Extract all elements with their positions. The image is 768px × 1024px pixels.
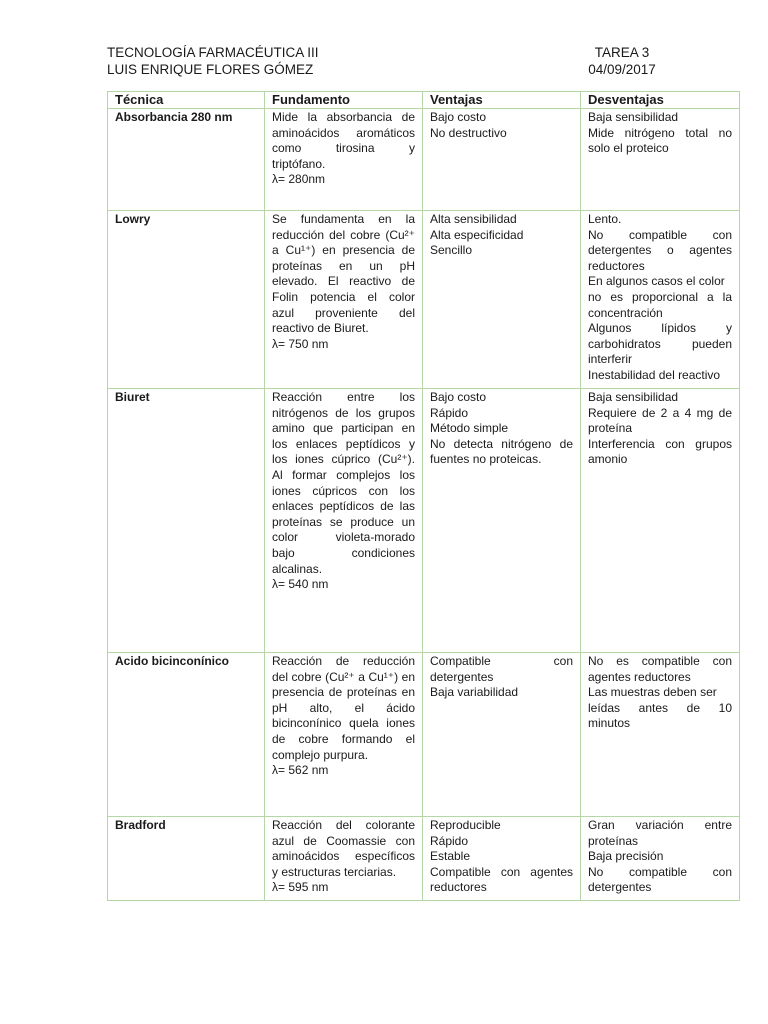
ventajas-line: Rápido bbox=[430, 833, 469, 848]
fundamento-line: triptófano. bbox=[272, 156, 326, 171]
fundamento-line: λ= 750 nm bbox=[272, 336, 329, 351]
desventajas-line: concentración bbox=[588, 305, 663, 320]
technique-cell-bradford: Bradford bbox=[108, 817, 265, 901]
desventajas-line: proteínas bbox=[588, 833, 639, 848]
fundamento-line: azul proveniente del bbox=[272, 305, 415, 320]
fundamento-line: Se fundamenta en la bbox=[272, 212, 415, 226]
table-row bbox=[108, 109, 740, 211]
fundamento-line: Folin potencia el color bbox=[272, 289, 415, 304]
fundamento-line: Mide la absorbancia de bbox=[272, 110, 415, 124]
fundamento-line: reducción del cobre (Cu²⁺ bbox=[272, 227, 415, 242]
methods-table bbox=[107, 91, 740, 901]
fundamento-line: λ= 280nm bbox=[272, 172, 326, 187]
fundamento-line: los iones cúprico (Cu²⁺). bbox=[272, 452, 415, 467]
assignment-label: TAREA 3 bbox=[594, 45, 650, 60]
fundamento-line: enlaces peptídicos de las bbox=[272, 499, 415, 514]
ventajas-cell bbox=[423, 817, 581, 901]
fundamento-line: del cobre (Cu²⁺ a Cu¹⁺) en bbox=[272, 669, 415, 684]
column-header-desventajas: Desventajas bbox=[581, 92, 740, 109]
fundamento-line: color violeta-morado bbox=[272, 530, 415, 545]
header-row-1 bbox=[107, 44, 662, 61]
fundamento-line: proteínas se produce un bbox=[272, 514, 415, 529]
desventajas-line: agentes reductores bbox=[588, 669, 691, 684]
desventajas-line: no es proporcional a la bbox=[588, 289, 732, 304]
desventajas-line: reductores bbox=[588, 258, 645, 273]
fundamento-line: elevado. El reactivo de bbox=[272, 274, 415, 289]
desventajas-line: Las muestras deben ser bbox=[588, 685, 717, 700]
desventajas-line: interferir bbox=[588, 352, 633, 367]
ventajas-line: Compatible con bbox=[430, 654, 573, 668]
desventajas-line: Lento. bbox=[588, 212, 622, 226]
technique-cell-lowry: Lowry bbox=[108, 211, 265, 389]
desventajas-line: carbohidratos pueden bbox=[588, 336, 732, 351]
fundamento-cell bbox=[265, 389, 423, 653]
desventajas-line: Mide nitrógeno total no bbox=[588, 125, 732, 140]
ventajas-line: No destructivo bbox=[430, 125, 507, 140]
desventajas-line: Inestabilidad del reactivo bbox=[588, 367, 721, 382]
technique-cell-biuret: Biuret bbox=[108, 389, 265, 653]
desventajas-line: En algunos casos el color bbox=[588, 274, 725, 289]
fundamento-line: azul de Coomassie con bbox=[272, 833, 415, 848]
desventajas-line: Baja sensibilidad bbox=[588, 110, 679, 124]
ventajas-cell bbox=[423, 211, 581, 389]
ventajas-line: fuentes no proteicas. bbox=[430, 452, 542, 467]
desventajas-line: proteína bbox=[588, 421, 633, 436]
fundamento-line: Al formar complejos los bbox=[272, 467, 415, 482]
ventajas-line: Compatible con agentes bbox=[430, 864, 573, 879]
fundamento-line: Reacción entre los bbox=[272, 390, 415, 404]
ventajas-cell bbox=[423, 653, 581, 817]
column-header-tecnica: Técnica bbox=[108, 92, 265, 109]
fundamento-line: Reacción de reducción bbox=[272, 654, 415, 668]
table-body bbox=[108, 109, 740, 901]
desventajas-line: leídas antes de 10 bbox=[588, 700, 732, 715]
fundamento-cell bbox=[265, 653, 423, 817]
ventajas-line: No detecta nitrógeno de bbox=[430, 436, 573, 451]
fundamento-cell bbox=[265, 211, 423, 389]
fundamento-line: proteínas en un pH bbox=[272, 258, 415, 273]
desventajas-line: minutos bbox=[588, 716, 631, 731]
ventajas-line: reductores bbox=[430, 880, 487, 895]
fundamento-cell bbox=[265, 109, 423, 211]
desventajas-cell bbox=[581, 817, 740, 901]
ventajas-line: Bajo costo bbox=[430, 390, 487, 404]
desventajas-line: detergentes o agentes bbox=[588, 243, 732, 258]
ventajas-line: Baja variabilidad bbox=[430, 685, 519, 700]
fundamento-line: λ= 562 nm bbox=[272, 763, 329, 778]
ventajas-cell bbox=[423, 109, 581, 211]
desventajas-line: Baja precisión bbox=[588, 849, 664, 864]
fundamento-line: los enlaces peptídicos y bbox=[272, 436, 415, 451]
desventajas-line: amonio bbox=[588, 452, 628, 467]
ventajas-line: Reproducible bbox=[430, 818, 501, 832]
author-name: LUIS ENRIQUE FLORES GÓMEZ bbox=[107, 62, 314, 77]
fundamento-line: nitrógenos de los grupos bbox=[272, 405, 415, 420]
fundamento-line: pH alto, el ácido bbox=[272, 700, 415, 715]
ventajas-line: Alta especificidad bbox=[430, 227, 524, 242]
table-row bbox=[108, 653, 740, 817]
fundamento-line: amino que participan en bbox=[272, 421, 415, 436]
desventajas-cell bbox=[581, 211, 740, 389]
desventajas-cell bbox=[581, 389, 740, 653]
ventajas-line: Alta sensibilidad bbox=[430, 212, 517, 226]
column-header-fundamento: Fundamento bbox=[265, 92, 423, 109]
column-header-ventajas: Ventajas bbox=[423, 92, 581, 109]
table-row bbox=[108, 389, 740, 653]
technique-cell-bca: Acido bicinconínico bbox=[108, 653, 265, 817]
fundamento-line: bajo condiciones bbox=[272, 545, 415, 560]
ventajas-line: Método simple bbox=[430, 421, 509, 436]
fundamento-line: de cobre formando el bbox=[272, 731, 415, 746]
fundamento-cell bbox=[265, 817, 423, 901]
fundamento-line: λ= 595 nm bbox=[272, 880, 329, 895]
ventajas-line: detergentes bbox=[430, 669, 494, 684]
fundamento-line: y estructuras terciarias. bbox=[272, 864, 397, 879]
ventajas-line: Bajo costo bbox=[430, 110, 487, 124]
document-header bbox=[107, 44, 662, 78]
fundamento-line: iones cúpricos con los bbox=[272, 483, 415, 498]
fundamento-line: aminoácidos aromáticos bbox=[272, 125, 415, 140]
fundamento-line: bicinconínico quela iones bbox=[272, 716, 415, 731]
fundamento-line: a Cu¹⁺) en presencia de bbox=[272, 243, 415, 258]
fundamento-line: Reacción del colorante bbox=[272, 818, 415, 832]
desventajas-cell bbox=[581, 653, 740, 817]
desventajas-line: No compatible con bbox=[588, 227, 732, 242]
desventajas-line: Algunos lípidos y bbox=[588, 321, 732, 336]
technique-cell-absorbancia: Absorbancia 280 nm bbox=[108, 109, 265, 211]
desventajas-line: Baja sensibilidad bbox=[588, 390, 679, 404]
ventajas-line: Rápido bbox=[430, 405, 469, 420]
ventajas-line: Estable bbox=[430, 849, 471, 864]
course-title: TECNOLOGÍA FARMACÉUTICA III bbox=[107, 45, 319, 60]
desventajas-line: solo el proteico bbox=[588, 141, 669, 156]
desventajas-line: Requiere de 2 a 4 mg de bbox=[588, 405, 732, 420]
desventajas-line: No compatible con bbox=[588, 864, 732, 879]
fundamento-line: complejo purpura. bbox=[272, 747, 369, 762]
desventajas-line: Gran variación entre bbox=[588, 818, 732, 832]
table-header-row bbox=[108, 92, 740, 109]
fundamento-line: como tirosina y bbox=[272, 141, 415, 156]
desventajas-line: detergentes bbox=[588, 880, 652, 895]
document-date: 04/09/2017 bbox=[588, 62, 656, 77]
desventajas-line: No es compatible con bbox=[588, 654, 732, 668]
table-row bbox=[108, 211, 740, 389]
table-row bbox=[108, 817, 740, 901]
fundamento-line: alcalinas. bbox=[272, 561, 323, 576]
ventajas-cell bbox=[423, 389, 581, 653]
header-row-2 bbox=[107, 61, 662, 78]
fundamento-line: aminoácidos específicos bbox=[272, 849, 415, 864]
desventajas-cell bbox=[581, 109, 740, 211]
fundamento-line: presencia de proteínas en bbox=[272, 685, 415, 700]
desventajas-line: Interferencia con grupos bbox=[588, 436, 732, 451]
fundamento-line: λ= 540 nm bbox=[272, 577, 329, 592]
ventajas-line: Sencillo bbox=[430, 243, 473, 258]
fundamento-line: reactivo de Biuret. bbox=[272, 321, 369, 336]
